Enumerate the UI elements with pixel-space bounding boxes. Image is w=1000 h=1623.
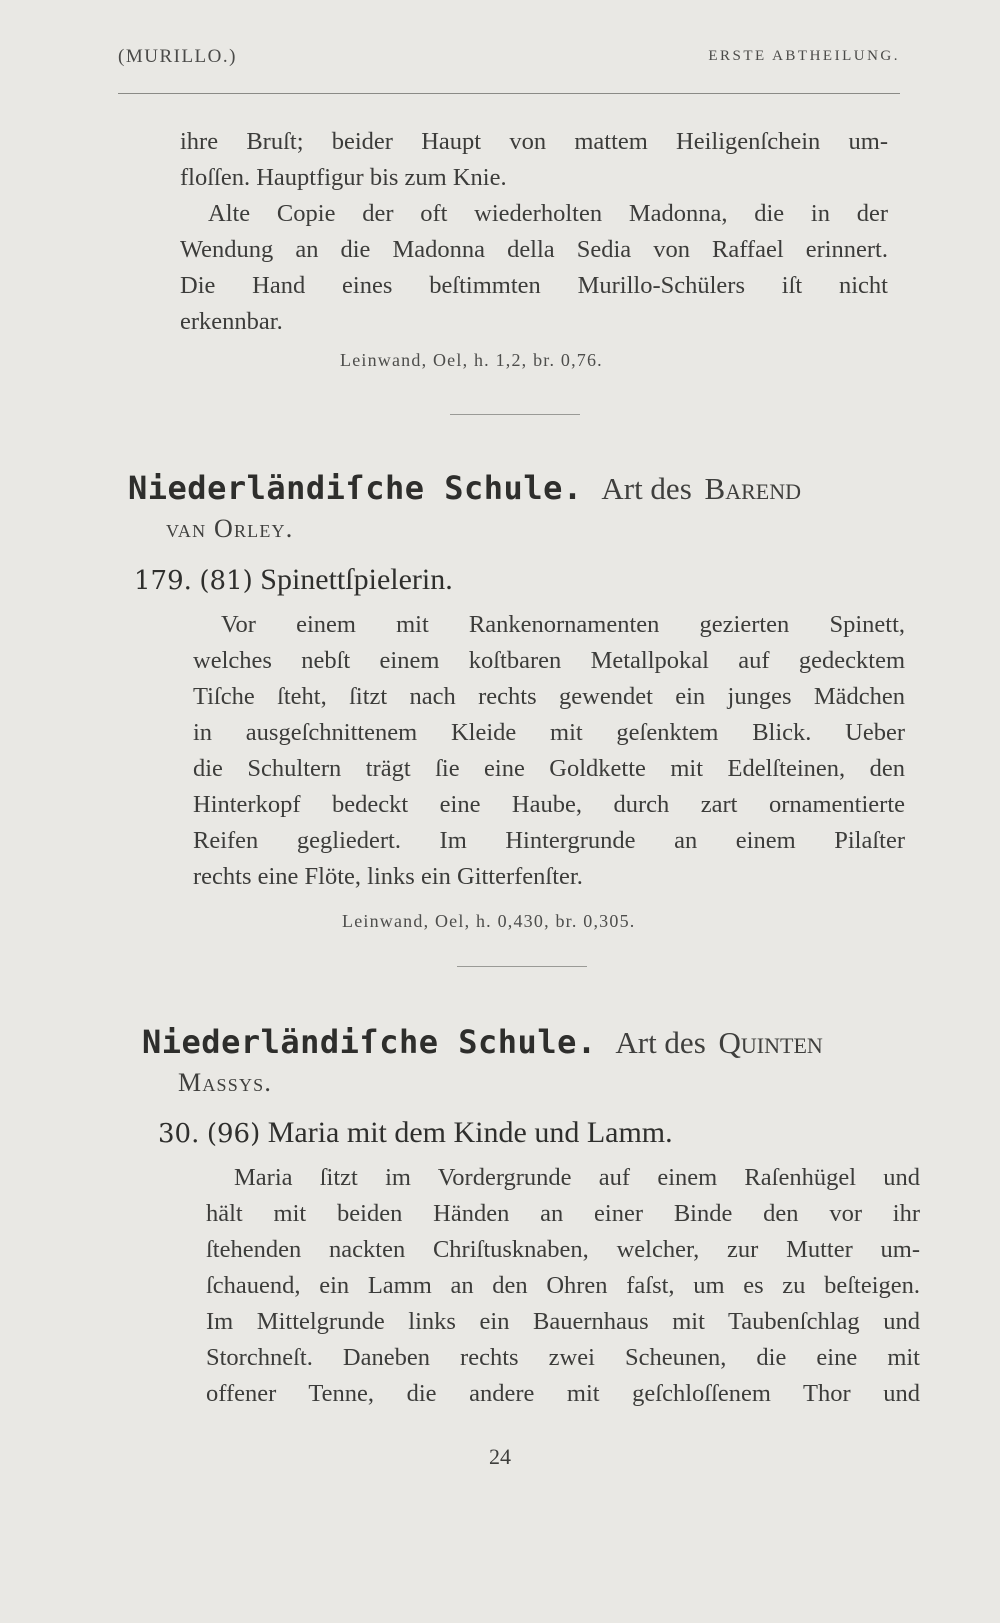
entry-description — [206, 1160, 920, 1412]
page-number: 24 — [489, 1444, 511, 1469]
text-line: hält mit beiden Händen an einer Binde den vor ihr — [206, 1200, 920, 1227]
entry-ref: (81) — [199, 566, 253, 596]
entry-heading — [158, 1116, 673, 1150]
text-line: Die Hand eines beſtimmten Murillo-Schülers iſt nicht — [180, 272, 888, 299]
entry-description — [193, 607, 905, 895]
text-line: Im Mittelgrunde links ein Bauernhaus mit Taubenſchlag und — [206, 1308, 920, 1335]
entry-title: Maria mit dem Kinde und Lamm. — [267, 1116, 673, 1149]
header-rule — [118, 93, 900, 94]
section-divider — [457, 966, 587, 967]
running-head-left: (MURILLO.) — [118, 46, 237, 67]
text-line: ſtehenden nackten Chriſtusknaben, welcher, zur Mutter um- — [206, 1236, 920, 1263]
running-head — [118, 46, 900, 76]
text-line: Storchneſt. Daneben rechts zwei Scheunen, die eine mit — [206, 1344, 920, 1371]
school-heading — [142, 1022, 942, 1103]
school-heading — [128, 468, 928, 549]
text-line: Reifen gegliedert. Im Hintergrunde an einem Pilaſter — [193, 827, 905, 854]
text-line: Vor einem mit Rankenornamenten gezierten Spinett, — [221, 611, 905, 638]
artist-name-cont: van Orley. — [166, 514, 294, 543]
text-line: ihre Bruſt; beider Haupt von mattem Heiligenſchein um- — [180, 128, 888, 155]
entry-ref: (96) — [206, 1119, 261, 1149]
school-name: Niederländiſche Schule. — [128, 469, 583, 507]
artist-name: Quinten — [718, 1025, 823, 1060]
text-line: welches nebſt einem koſtbaren Metallpokal auf gedecktem — [193, 647, 905, 674]
running-head-right: ERSTE ABTHEILUNG. — [708, 48, 900, 64]
entry-number: 179. — [134, 566, 192, 596]
section-divider — [450, 414, 580, 415]
text-line: ſchauend, ein Lamm an den Ohren faſst, um es zu beſteigen. — [206, 1272, 920, 1299]
text-line: floſſen. Hauptfigur bis zum Knie. — [180, 164, 507, 191]
entry-caption: Leinwand, Oel, h. 0,430, br. 0,305. — [342, 911, 636, 931]
intro-paragraph — [180, 124, 888, 340]
artist-name: Barend — [704, 471, 801, 506]
text-line: Hinterkopf bedeckt eine Haube, durch zart ornamentierte — [193, 791, 905, 818]
art-prefix: Art des — [615, 1025, 706, 1060]
text-line: erkennbar. — [180, 308, 283, 335]
entry-heading — [134, 563, 453, 597]
text-line: Maria ſitzt im Vordergrunde auf einem Raſenhügel und — [234, 1164, 920, 1191]
text-line: offener Tenne, die andere mit geſchloſſenem Thor und — [206, 1380, 920, 1407]
art-prefix: Art des — [601, 471, 692, 506]
artist-name-cont: Massys. — [178, 1068, 273, 1097]
text-line: Wendung an die Madonna della Sedia von Raffael erinnert. — [180, 236, 888, 263]
text-line: rechts eine Flöte, links ein Gitterfenſter. — [193, 863, 583, 890]
text-line: Tiſche ſteht, ſitzt nach rechts gewendet ein junges Mädchen — [193, 683, 905, 710]
intro-caption: Leinwand, Oel, h. 1,2, br. 0,76. — [340, 350, 603, 370]
school-name: Niederländiſche Schule. — [142, 1023, 597, 1061]
text-line: die Schultern trägt ſie eine Goldkette mit Edelſteinen, den — [193, 755, 905, 782]
text-line: Alte Copie der oft wiederholten Madonna, die in der — [208, 200, 888, 227]
text-line: in ausgeſchnittenem Kleide mit geſenktem Blick. Ueber — [193, 719, 905, 746]
entry-title: Spinettſpielerin. — [260, 563, 453, 596]
entry-number: 30. — [158, 1119, 200, 1149]
